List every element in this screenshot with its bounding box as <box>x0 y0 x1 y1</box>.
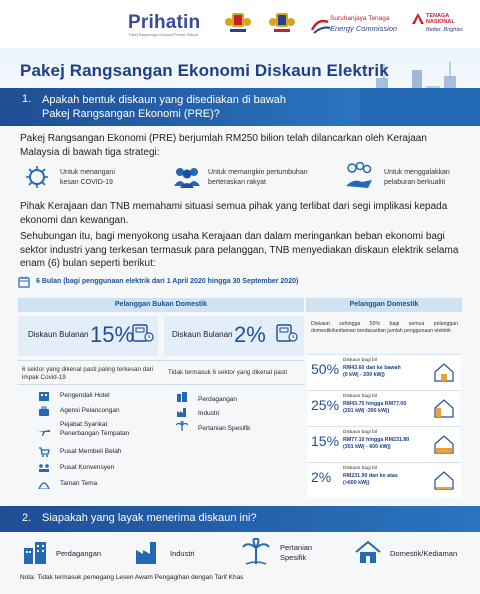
question-1-number: 1. <box>22 93 32 105</box>
factory-icon <box>134 540 162 564</box>
investment-icon <box>344 162 374 190</box>
tier-15-range: RM77.10 hingga RM231.80 <box>343 437 410 443</box>
paragraph-3: Sehubungan itu, bagi menyokong usaha Kerajaan dan dalam meringankan beban ekonomi bagi sektor industri yang terkesan termasuk para pelanggan, TNB menyediakan diskaun elektrik selama enam (6) bulan seperti berikut: <box>20 231 459 269</box>
hotel-icon <box>38 391 50 401</box>
strategy-2-line1: Untuk memangkin pertumbuhan <box>208 169 308 176</box>
house-icon <box>433 397 455 419</box>
theme-park-icon <box>38 479 50 489</box>
tier-2-pct: 2% <box>311 469 332 485</box>
discount-15-label: Diskaun Bulanan <box>28 330 89 339</box>
tier-50-label: Diskaun bagi bil <box>343 358 377 363</box>
tier-15 <box>307 426 461 462</box>
tier-2-label: Diskaun bagi bil <box>343 466 377 471</box>
electric-meter-icon <box>132 324 154 342</box>
sector-theme-park: Taman Tema <box>60 480 98 487</box>
eligible-agriculture-line2: Spesifik <box>280 553 307 562</box>
question-2-number: 2. <box>22 512 32 524</box>
tier-25 <box>307 390 461 426</box>
non-domestic-header: Pelanggan Bukan Domestik <box>18 298 304 312</box>
tier-15-kwh: (301 kWj - 600 kWj) <box>343 444 391 450</box>
sectors-15-description: 6 sektor yang dikenal pasti paling terkesan dari impak Covid-19 <box>22 366 154 381</box>
tnb-logo-icon <box>411 12 425 28</box>
table-divider <box>18 360 304 361</box>
sector-commerce: Perdagangan <box>198 396 238 403</box>
tier-50-pct: 50% <box>311 361 340 377</box>
tier-2 <box>307 462 461 498</box>
question-2-text: Siapakah yang layak menerima diskaun ini? <box>42 512 257 524</box>
tier-25-label: Diskaun bagi bil <box>343 394 377 399</box>
intro-paragraph: Pakej Rangsangan Ekonomi (PRE) berjumlah RM250 bilion telah dilancarkan oleh Kerajaan Malaysia di bawah tiga strategi: <box>20 133 427 158</box>
question-1-line2: Pakej Rangsangan Ekonomi (PRE)? <box>42 108 220 120</box>
table-divider <box>18 384 304 385</box>
energy-commission-english: Energy Commission <box>330 24 398 33</box>
sector-hotel: Pengendali Hotel <box>60 392 110 399</box>
eligible-commerce: Perdagangan <box>56 549 102 558</box>
house-icon <box>354 540 382 564</box>
tier-15-pct: 15% <box>311 433 340 449</box>
sector-convention: Pusat Konvensyen <box>60 464 115 471</box>
sector-agriculture: Pertanian Spesifik <box>198 425 251 432</box>
discount-15-value: 15% <box>90 322 135 347</box>
strategy-1-line1: Untuk menangani <box>60 169 115 176</box>
discount-2-label: Diskaun Bulanan <box>172 330 233 339</box>
prihatin-tagline: Pakej Rangsangan Ekonomi Prihatin Rakyat <box>129 33 198 37</box>
eligible-domestic: Domestik/Kediaman <box>390 549 458 558</box>
sector-travel-agency: Agensi Pelancongan <box>60 407 120 414</box>
people-icon <box>172 166 202 188</box>
strategy-2-line2: berteraskan rakyat <box>208 179 266 186</box>
factory-icon <box>176 407 188 417</box>
domestic-header: Pelanggan Domestik <box>306 298 462 312</box>
ministry-crest-icon <box>268 10 296 36</box>
tier-15-label: Diskaun bagi bil <box>343 430 377 435</box>
discount-2-value: 2% <box>234 322 266 347</box>
tier-25-pct: 25% <box>311 397 340 413</box>
electric-meter-icon <box>276 324 298 342</box>
airplane-icon <box>38 426 50 436</box>
tier-50 <box>307 354 461 390</box>
house-icon <box>433 469 455 491</box>
tier-2-kwh: (>600 kWj) <box>343 480 370 486</box>
house-icon <box>433 361 455 383</box>
malaysia-crest-icon <box>224 10 252 36</box>
sector-shopping-mall: Pusat Membeli Belah <box>60 448 122 455</box>
sector-airline-office: Pejabat Syarikat <box>60 421 108 428</box>
shopping-cart-icon <box>38 447 50 457</box>
tier-25-kwh: (201 kWj -300 kWj) <box>343 408 390 414</box>
footnote: Nota: Tidak termasuk pemegang Lesen Awam Pengagihan dengan Tarif Khas <box>20 574 244 581</box>
domestic-note: Diskaun sehingga 50% bagi semua pelanggan domestik/kediaman berdasarkan jumlah penggunaan elektrik <box>311 321 458 334</box>
strategy-1-line2: kesan COVID-19 <box>60 179 113 186</box>
paragraph-2: Pihak Kerajaan dan TNB memahami situasi semua pihak yang terlibat dari segi implikasi kepada ekonomi dan kewangan. <box>20 201 448 226</box>
page-title: Pakej Rangsangan Ekonomi Diskaun Elektrik <box>20 61 389 80</box>
energy-commission-name: Suruhanjaya Tenaga <box>330 15 390 22</box>
sector-industry: Industri <box>198 410 220 417</box>
tnb-tagline: Better. Brighter. <box>426 27 465 33</box>
sectors-2-description: Tidak termasuk 6 sektor yang dikenal pasti <box>168 369 288 376</box>
question-1-line1: Apakah bentuk diskaun yang disediakan di bawah <box>42 94 287 106</box>
eligible-industry: Industri <box>170 549 195 558</box>
strategy-3-line2: pelaburan berkualiti <box>384 179 446 186</box>
discount-period: 6 Bulan (bagi penggunaan elektrik dari 1 April 2020 hingga 30 September 2020) <box>36 278 299 285</box>
strategy-3-line1: Untuk menggalakkan <box>384 169 450 176</box>
sector-domestic-airline: Penerbangan Tempatan <box>60 430 130 437</box>
palm-tree-icon <box>176 421 188 431</box>
palm-tree-icon <box>242 538 270 566</box>
eligible-agriculture-line1: Pertanian <box>280 543 313 552</box>
tier-25-range: RM43.70 hingga RM77.00 <box>343 401 407 407</box>
convention-icon <box>38 463 50 473</box>
tnb-name: TENAGA NASIONAL <box>426 13 455 25</box>
travel-agency-icon <box>38 406 50 416</box>
building-icon <box>176 392 188 402</box>
tier-2-range: RM231.90 dan ke atas <box>343 473 398 479</box>
tier-50-range: RM43.60 dan ke bawah <box>343 365 401 371</box>
building-icon <box>22 540 48 564</box>
virus-icon <box>24 164 50 190</box>
prihatin-logo: Prihatin <box>128 12 201 33</box>
calendar-icon <box>18 276 30 288</box>
house-icon <box>433 433 455 455</box>
tier-50-kwh: (0 kWj - 200 kWj) <box>343 372 385 378</box>
